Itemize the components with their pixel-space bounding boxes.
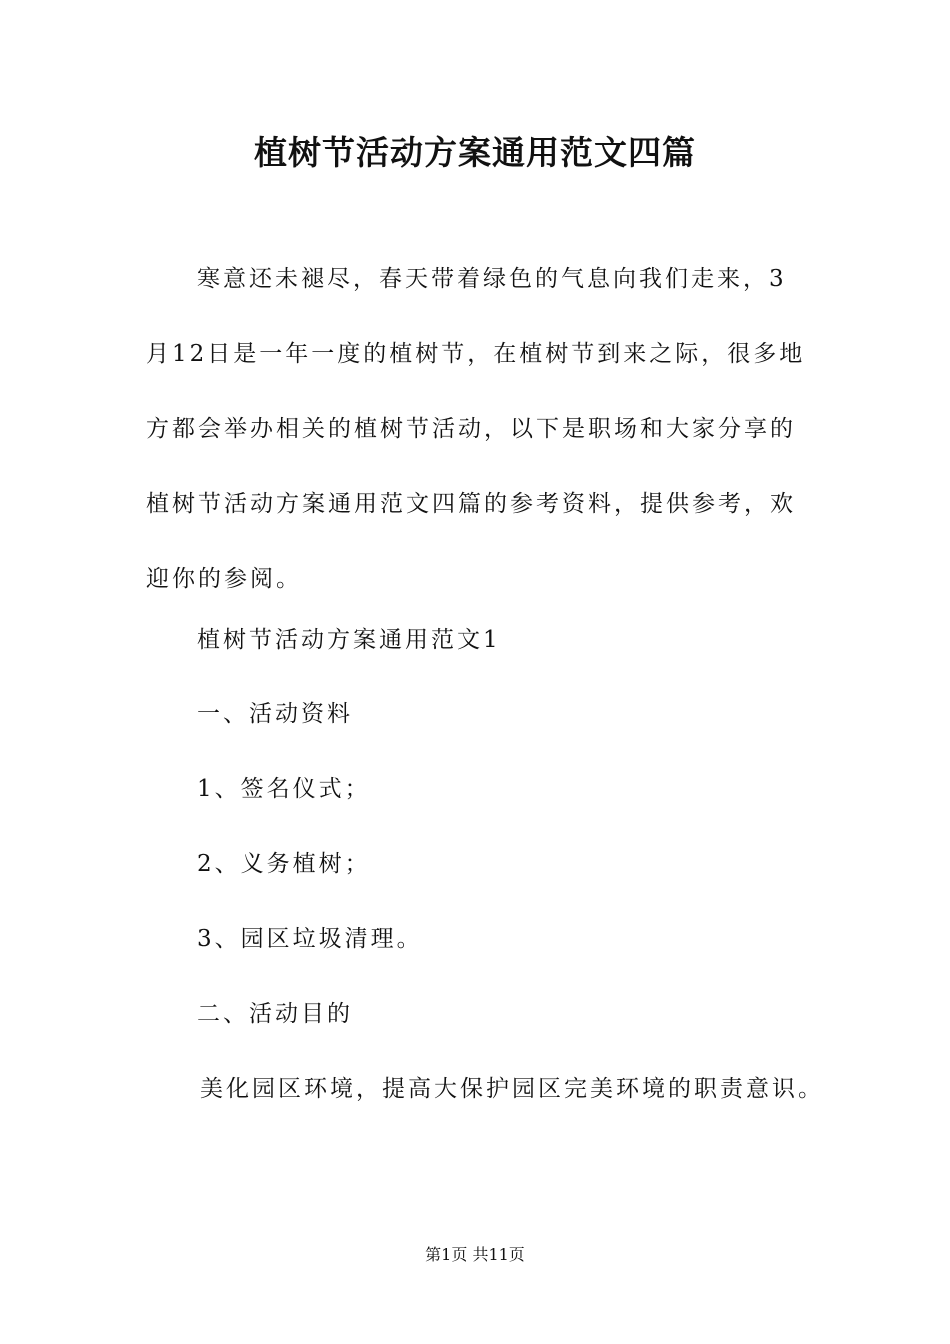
- list-item-signing: 1、签名仪式；: [197, 776, 371, 802]
- list-item-planting: 2、义务植树；: [197, 851, 371, 877]
- purpose-paragraph: 美化园区环境，提高大保护园区完美环境的职责意识。: [200, 1076, 824, 1102]
- part1-heading: 一、活动资料: [197, 701, 353, 727]
- page-footer: 第1页 共11页: [425, 1245, 525, 1264]
- intro-paragraph: 寒意还未褪尽，春天带着绿色的气息向我们走来，3月12日是一年一度的植树节，在植树节到来之际，很多地方都会举办相关的植树节活动，以下是职场和大家分享的植树节活动方案通用范文四篇的参考资料，提供参考，欢迎你的参阅。: [146, 266, 806, 592]
- page-title: 植树节活动方案通用范文四篇: [254, 133, 696, 172]
- list-item-cleanup: 3、园区垃圾清理。: [197, 926, 423, 952]
- section-heading: 植树节活动方案通用范文1: [197, 627, 501, 653]
- part2-heading: 二、活动目的: [197, 1001, 353, 1027]
